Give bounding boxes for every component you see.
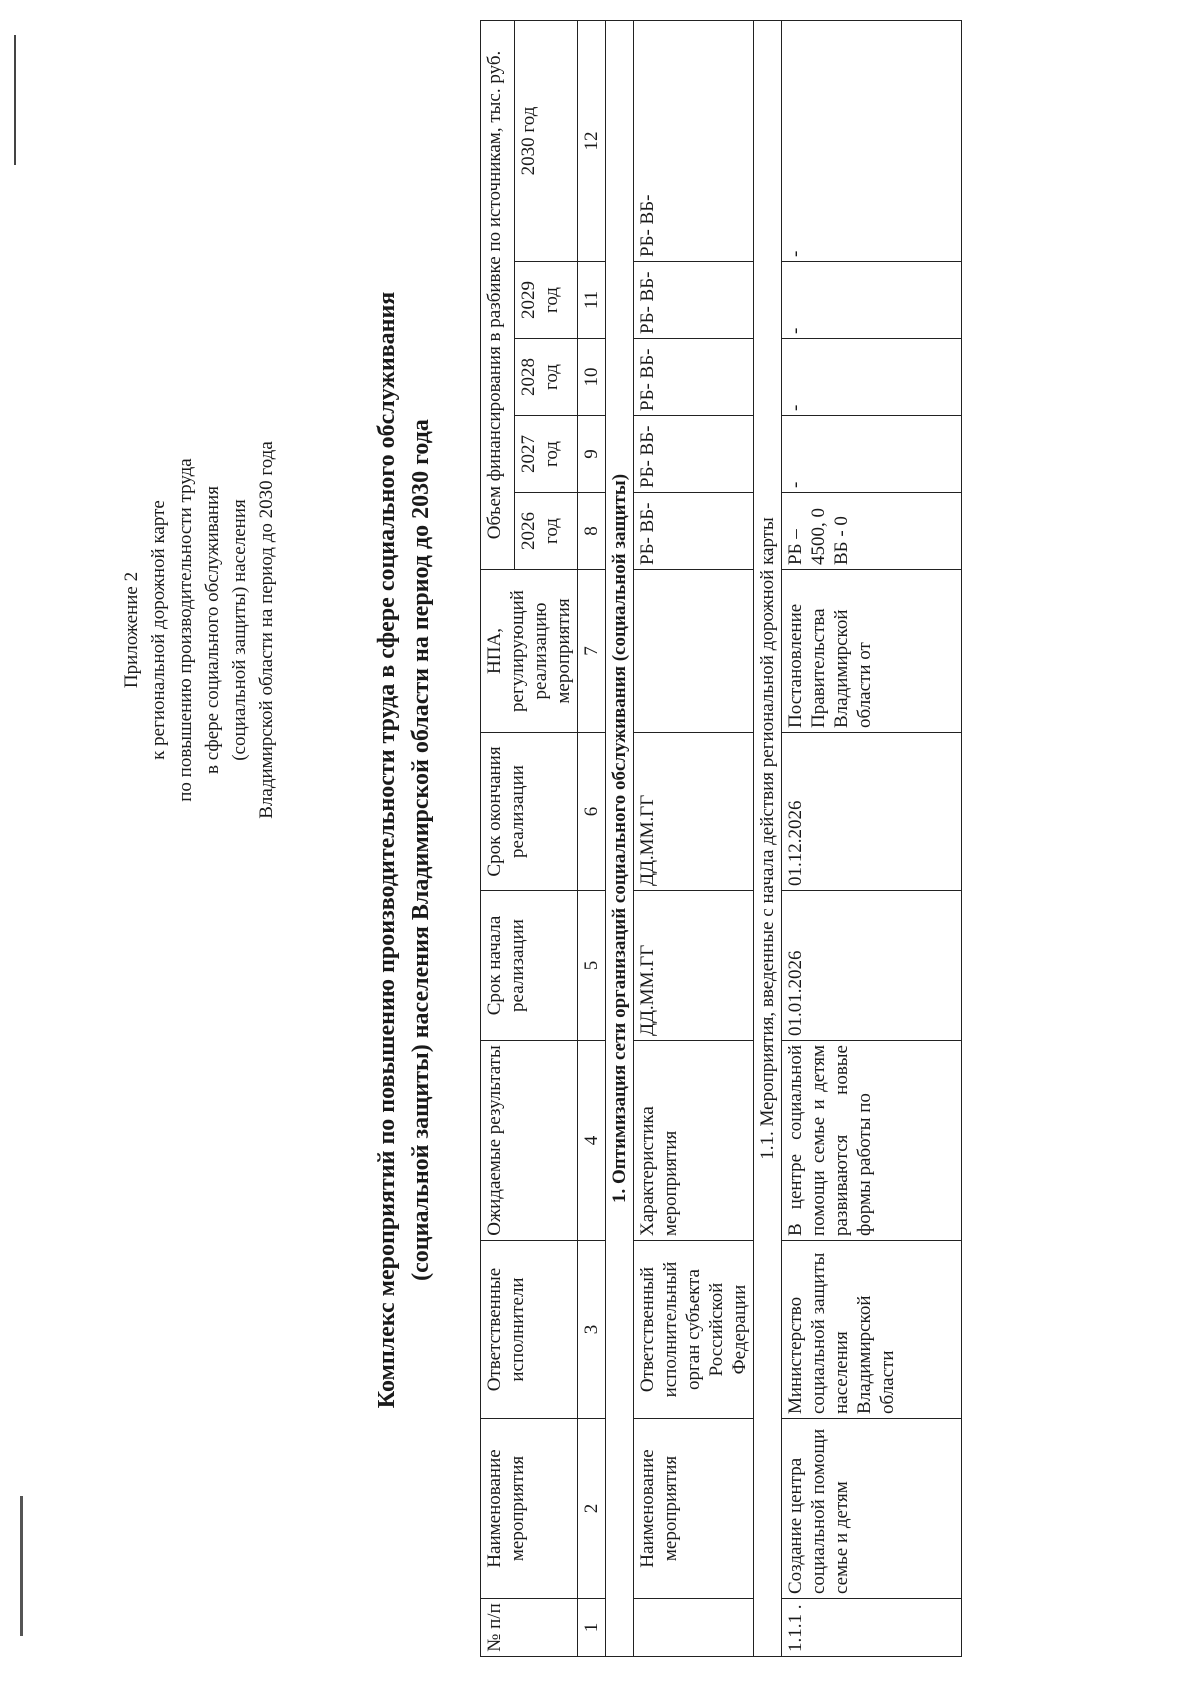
section-row xyxy=(606,20,634,1656)
cell-funding-2026: РБ – 4500, 0 ВБ - 0 xyxy=(782,493,962,570)
cell-result: В центре социальной помощи семье и детям развиваются новые формы работы по xyxy=(782,1041,962,1241)
cell-funding-2029: - xyxy=(782,262,962,339)
cell-start: 01.01.2026 xyxy=(782,891,962,1041)
column-number: 9 xyxy=(578,416,606,493)
cell-executor: Министерство социальной защиты населения Владимирской области xyxy=(782,1241,962,1419)
measures-table xyxy=(480,20,962,1657)
appendix-line: в сфере социального обслуживания xyxy=(202,486,223,774)
column-number: 1 xyxy=(578,1599,606,1657)
header-results: Ожидаемые результаты xyxy=(481,1041,578,1241)
cell-funding-2028: РБ- ВБ- xyxy=(634,339,754,416)
column-number: 7 xyxy=(578,570,606,733)
cell-start: ДД.ММ.ГГ xyxy=(634,891,754,1041)
header-year-2028: 2028 год xyxy=(515,339,578,416)
cell-funding-2029: РБ- ВБ- xyxy=(634,262,754,339)
cell-funding-2027: РБ- ВБ- xyxy=(634,416,754,493)
cell-executor: Ответственный исполнительный орган субъекта Российской Федерации xyxy=(634,1241,754,1419)
cell-funding-2027: - xyxy=(782,416,962,493)
appendix-header xyxy=(118,370,280,890)
header-name: Наименование мероприятия xyxy=(481,1419,578,1599)
column-number: 2 xyxy=(578,1419,606,1599)
header-funding: Объем финансирования в разбивке по источникам, тыс. руб. xyxy=(481,20,515,569)
appendix-line: Приложение 2 xyxy=(121,571,142,689)
cell-num: 1.1.1 . xyxy=(782,1599,962,1657)
appendix-line: (социальной защиты) населения xyxy=(229,499,250,761)
appendix-line: Владимирской области на период до 2030 года xyxy=(256,441,277,819)
column-number: 6 xyxy=(578,733,606,891)
scan-mark xyxy=(14,35,16,165)
column-number: 5 xyxy=(578,891,606,1041)
document-title xyxy=(370,230,438,1470)
cell-end: 01.12.2026 xyxy=(782,733,962,891)
header-executors: Ответственные исполнители xyxy=(481,1241,578,1419)
cell-end: ДД.ММ.ГГ xyxy=(634,733,754,891)
column-numbers-row xyxy=(578,20,606,1656)
header-year-2029: 2029 год xyxy=(515,262,578,339)
column-number: 11 xyxy=(578,262,606,339)
cell-name: Наименование мероприятия xyxy=(634,1419,754,1599)
section-title: 1. Оптимизация сети организаций социального обслуживания (социальной защиты) xyxy=(606,20,634,1656)
header-year-2030: 2030 год xyxy=(515,20,578,261)
column-number: 8 xyxy=(578,493,606,570)
cell-funding-2030: - xyxy=(782,20,962,261)
subsection-row xyxy=(754,20,782,1656)
cell-name: Создание центра социальной помощи семье и детям xyxy=(782,1419,962,1599)
cell-funding-2030: РБ- ВБ- xyxy=(634,20,754,261)
title-line: Комплекс мероприятий по повышению производительности труда в сфере социального обслуживания xyxy=(374,291,400,1409)
cell-result: Характеристика мероприятия xyxy=(634,1041,754,1241)
cell-npa: Постановление Правительства Владимирской области от xyxy=(782,570,962,733)
cell-funding-2026: РБ- ВБ- xyxy=(634,493,754,570)
header-end: Срок окончания реализации xyxy=(481,733,578,891)
header-npa: НПА, регулирующий реализацию мероприятия xyxy=(481,570,578,733)
template-row xyxy=(634,20,754,1656)
table-row xyxy=(782,20,962,1656)
column-number: 3 xyxy=(578,1241,606,1419)
header-num: № п/п xyxy=(481,1599,578,1657)
title-line: (социальной защиты) населения Владимирской области на период до 2030 года xyxy=(408,419,434,1281)
subsection-title: 1.1. Мероприятия, введенные с начала действия региональной дорожной карты xyxy=(754,20,782,1656)
header-year-2026: 2026 год xyxy=(515,493,578,570)
appendix-line: к региональной дорожной карте xyxy=(148,500,169,760)
column-number: 4 xyxy=(578,1041,606,1241)
column-number: 12 xyxy=(578,20,606,261)
header-row xyxy=(481,20,515,1656)
cell-funding-2028: - xyxy=(782,339,962,416)
cell-npa xyxy=(634,570,754,733)
column-number: 10 xyxy=(578,339,606,416)
appendix-line: по повышению производительности труда xyxy=(175,458,196,802)
header-start: Срок начала реализации xyxy=(481,891,578,1041)
header-year-2027: 2027 год xyxy=(515,416,578,493)
cell-num xyxy=(634,1599,754,1657)
